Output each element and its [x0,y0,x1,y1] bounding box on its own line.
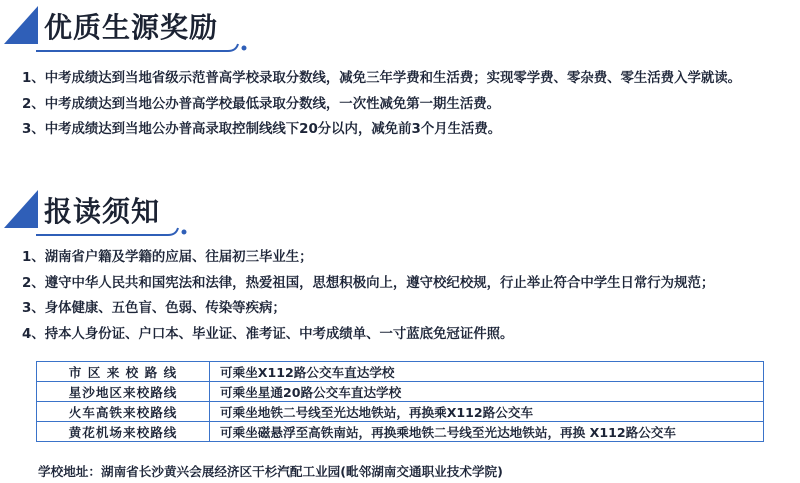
table-row [37,382,764,402]
title-underline-decoration [0,226,190,240]
list-item: 2、 遵守中华人民共和国宪法和法律，热爱祖国，思想积极向上，遵守校纪校规，行止举止符合中学生日常行为规范； [22,275,715,291]
list-item: 4、 持本人身份证、户口本、毕业证、准考证、中考成绩单、一寸蓝底免冠证件照。 [22,326,514,342]
list-item: 3、 中考成绩达到当地公办普高录取控制线线下20分以内，减免前3个月生活费。 [22,122,502,137]
route-name: 星沙地区来校路线 [37,382,210,402]
list-item: 1、 湖南省户籍及学籍的应届、往届初三毕业生； [22,250,313,265]
notice-title: 报读须知 [44,195,161,228]
route-name: 黄花机场来校路线 [37,422,210,442]
list-item: 3、 身体健康、五色盲、色弱、传染等疾病； [22,301,286,316]
table-row [37,402,764,422]
notice-section-header [0,188,300,232]
list-item: 1、 中考成绩达到当地省级示范普高学校录取分数线，减免三年学费和生活费；实现零学费、零杂费、零生活费入学就读。 [22,71,742,86]
school-address: 学校地址：湖南省长沙黄兴会展经济区干杉汽配工业园(毗邻湖南交通职业技术学院) [38,464,503,479]
table-row [37,362,764,382]
rewards-list [22,66,792,143]
list-item: 2、 中考成绩达到当地公办普高学校最低录取分数线，一次性减免第一期生活费。 [22,96,500,112]
route-description: 可乘坐星通20路公交车直达学校 [210,382,764,402]
rewards-title: 优质生源奖励 [44,11,219,44]
route-description: 可乘坐X112路公交车直达学校 [210,362,764,382]
route-description: 可乘坐地铁二号线至光达地铁站，再换乘X112路公交车 [210,402,764,422]
rewards-section-header [0,4,300,48]
route-description: 可乘坐磁悬浮至高铁南站，再换乘地铁二号线至光达地铁站，再换 X112路公交车 [210,422,764,442]
route-name: 市 区 来 校 路 线 [37,362,210,382]
route-name: 火车高铁来校路线 [37,402,210,422]
table-row [37,422,764,442]
notice-list [22,245,792,347]
route-table [36,361,764,442]
title-underline-decoration [0,42,250,56]
